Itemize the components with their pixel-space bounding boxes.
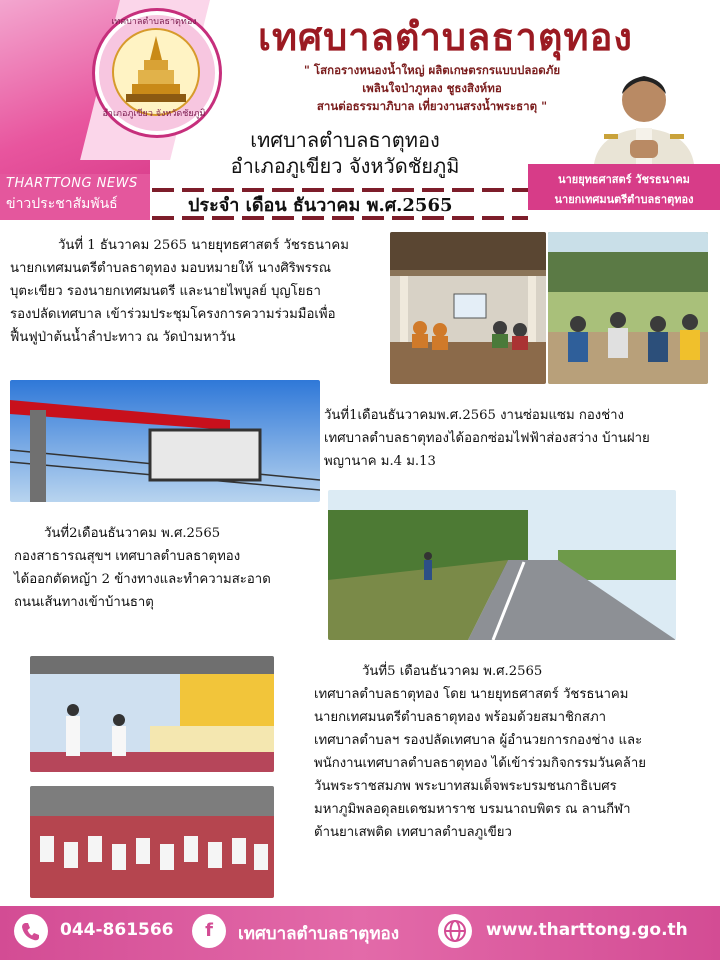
news-item-4: [314, 660, 716, 844]
seal-bottom-text: อำเภอภูเขียว จังหวัดชัยภูมิ: [102, 109, 206, 119]
news-item-3: [14, 522, 326, 614]
news-1-line: วันที่ 1 ธันวาคม 2565 นายยุทธศาสตร์ วัชรธนาคม: [58, 238, 349, 253]
news-3-line: ถนนเส้นทางเข้าบ้านธาตุ: [14, 595, 154, 610]
mayor-name: นายยุทธศาสตร์ วัชรธนาคม: [558, 173, 690, 186]
news-badge-th: ข่าวประชาสัมพันธ์: [6, 196, 118, 212]
mayor-portrait: [574, 62, 714, 164]
subtitle-line-2: อำเภอภูเขียว จังหวัดชัยภูมิ: [230, 154, 460, 178]
stupa-icon: [114, 30, 198, 114]
page-title: เทศบาลตำบลธาตุทอง: [258, 15, 633, 59]
news-1-line: ฟื้นฟูป่าต้นน้ำลำปะทาว ณ วัดป่ามหาวัน: [10, 330, 236, 345]
news-1-line: นายกเทศมนตรีตำบลธาตุทอง มอบหมายให้ นางศิริพรรณ: [10, 261, 331, 276]
news-4-line: มหาภูมิพลอดุลยเดชมหาราช บรมนาถบพิตร ณ ลานกีฬา: [314, 802, 631, 817]
phone-icon[interactable]: [14, 914, 48, 948]
slogan-line-2: เพลินใจป่าภูหลง ชูธงสิงห์ทอ: [362, 81, 502, 95]
month-heading: ประจำ เดือน ธันวาคม พ.ศ.2565: [188, 195, 453, 216]
ceremony-photo: [30, 656, 274, 772]
month-divider-bottom: [152, 216, 528, 220]
news-item-2: [324, 404, 714, 473]
news-badge: [0, 174, 150, 220]
footer-website[interactable]: www.tharttong.go.th: [486, 920, 688, 940]
news-badge-en: THARTTONG NEWS: [6, 176, 138, 191]
crowd-photo: [30, 786, 274, 898]
seal-center: [112, 28, 200, 116]
globe-glyph: [438, 914, 472, 948]
meeting-photo: [390, 232, 546, 384]
news-3-line: ได้ออกตัดหญ้า 2 ข้างทางและทำความสะอาด: [14, 572, 271, 587]
outdoor-meeting-photo: [548, 232, 708, 384]
grass-cutting-photo: [328, 490, 676, 640]
facebook-icon[interactable]: f: [192, 914, 226, 948]
news-3-line: วันที่2เดือนธันวาคม พ.ศ.2565: [44, 526, 221, 541]
subtitle-line-1: เทศบาลตำบลธาตุทอง: [250, 128, 440, 152]
news-4-line: เทศบาลตำบลฯ รองปลัดเทศบาล ผู้อำนวยการกองช่าง และ: [314, 733, 643, 748]
slogan-line-1: " โสกอรางหนองน้ำใหญ่ ผลิตเกษตรกรแบบปลอดภัย: [303, 63, 561, 77]
news-4-line: พนักงานเทศบาลตำบลธาตุทอง ได้เข้าร่วมกิจกรรมวันคล้าย: [314, 756, 646, 771]
news-1-line: บุตะเขียว รองนายกเทศมนตรี และนายไพบูลย์ บุญโยธา: [10, 284, 321, 299]
news-4-line: วันพระราชสมภพ พระบาทสมเด็จพระบรมชนกาธิเบศร: [314, 779, 617, 794]
news-4-line: วันที่5 เดือนธันวาคม พ.ศ.2565: [362, 664, 543, 679]
news-3-line: กองสาธารณสุขฯ เทศบาลตำบลธาตุทอง: [14, 549, 241, 564]
footer-facebook[interactable]: เทศบาลตำบลธาตุทอง: [238, 924, 400, 944]
news-item-1: [10, 234, 386, 349]
news-2-line: พญานาค ม.4 ม.13: [324, 454, 436, 469]
news-2-line: วันที่1เดือนธันวาคมพ.ศ.2565 งานซ่อมแซม กองช่าง: [324, 408, 624, 423]
news-1-line: รองปลัดเทศบาล เข้าร่วมประชุมโครงการความร่วมมือเพื่อ: [10, 307, 336, 322]
news-2-line: เทศบาลตำบลธาตุทองได้ออกซ่อมไฟฟ้าส่องสว่าง บ้านฝาย: [324, 431, 650, 446]
mayor-card: [528, 164, 720, 210]
footer-phone[interactable]: 044-861566: [60, 920, 174, 940]
news-4-line: เทศบาลตำบลธาตุทอง โดย นายยุทธศาสตร์ วัชรธนาคม: [314, 687, 629, 702]
phone-glyph: [14, 914, 48, 948]
slogan-line-3: สานต่อธรรมาภิบาล เที่ยวงานสรงน้ำพระธาตุ ": [316, 99, 548, 113]
news-4-line: ต้านยาเสพติด เทศบาลตำบลภูเขียว: [314, 825, 512, 840]
lamp-repair-photo: [10, 380, 320, 502]
mayor-title: นายกเทศมนตรีตำบลธาตุทอง: [554, 193, 694, 206]
news-4-line: นายกเทศมนตรีตำบลธาตุทอง พร้อมด้วยสมาชิกสภา: [314, 710, 607, 725]
seal-top-text: เทศบาลตำบลธาตุทอง: [111, 17, 197, 27]
globe-icon[interactable]: [438, 914, 472, 948]
